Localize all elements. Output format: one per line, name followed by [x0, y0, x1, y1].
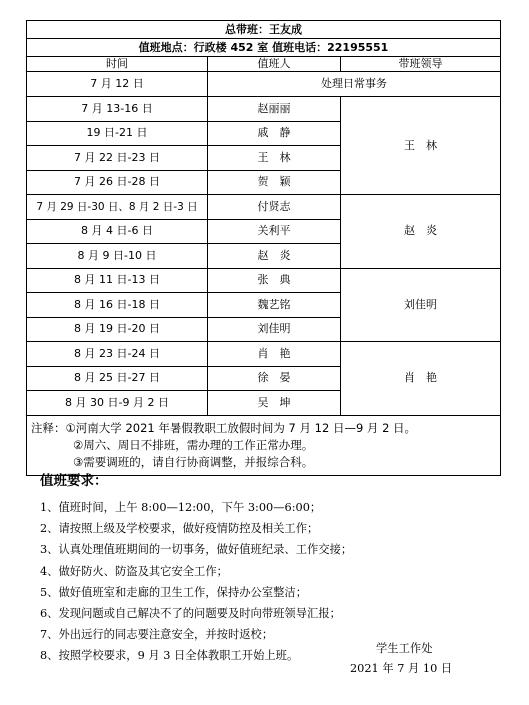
date-cell: 8 月 25 日-27 日 — [27, 366, 208, 391]
person-cell: 贺 颖 — [208, 170, 341, 195]
requirement-item: 4、做好防火、防盗及其它安全工作； — [40, 564, 228, 578]
requirement-item: 8、按照学校要求，9 月 3 日全体教职工开始上班。 — [40, 649, 299, 663]
person-cell: 王 林 — [208, 146, 341, 171]
date-cell: 8 月 4 日-6 日 — [27, 219, 208, 244]
requirement-item: 1、值班时间，上午 8:00—12:00，下午 3:00—6:00； — [40, 501, 322, 514]
header-person: 值班人 — [208, 57, 341, 72]
date-cell: 7 月 22 日-23 日 — [27, 146, 208, 171]
date-cell: 7 月 12 日 — [27, 72, 208, 97]
requirement-item: 5、做好值班室和走廊的卫生工作，保持办公室整洁； — [40, 585, 308, 599]
date-cell: 8 月 9 日-10 日 — [27, 244, 208, 269]
person-cell: 魏艺铭 — [208, 293, 341, 318]
leader-cell: 肖 艳 — [341, 342, 501, 416]
requirement-item: 7、外出远行的同志要注意安全，并按时返校； — [40, 628, 274, 642]
notes-cell — [27, 415, 501, 475]
person-cell: 赵丽丽 — [208, 97, 341, 122]
routine-task-cell: 处理日常事务 — [208, 72, 501, 97]
person-cell: 肖 艳 — [208, 342, 341, 367]
person-cell: 付贤志 — [208, 195, 341, 220]
date-cell: 8 月 23 日-24 日 — [27, 342, 208, 367]
person-cell: 吴 坤 — [208, 391, 341, 416]
date-cell: 8 月 16 日-18 日 — [27, 293, 208, 318]
person-cell: 赵 炎 — [208, 244, 341, 269]
person-cell: 刘佳明 — [208, 317, 341, 342]
note-line: ③需要调班的，请自行协商调整，并报综合科。 — [73, 454, 314, 469]
table-title: 总带班：王友成 — [27, 21, 501, 39]
person-cell: 戚 静 — [208, 121, 341, 146]
person-cell: 徐 晏 — [208, 366, 341, 391]
header-leader: 带班领导 — [341, 57, 501, 72]
date-cell: 8 月 30 日-9 月 2 日 — [27, 391, 208, 416]
signature-date: 2021 年 7 月 10 日 — [350, 662, 453, 675]
signature-org: 学生工作处 — [376, 642, 433, 655]
requirement-item: 2、请按照上级及学校要求，做好疫情防控及相关工作； — [40, 522, 319, 536]
requirement-item: 6、发现问题或自己解决不了的问题要及时向带班领导汇报； — [40, 607, 341, 621]
note-line: 注释：①河南大学 2021 年暑假教职工放假时间为 7 月 12 日—9 月 2 日。 — [31, 420, 417, 435]
leader-cell: 刘佳明 — [341, 268, 501, 342]
date-cell: 8 月 19 日-20 日 — [27, 317, 208, 342]
header-time: 时间 — [27, 57, 208, 72]
requirements-title: 值班要求： — [40, 473, 108, 489]
note-line: ②周六、周日不排班，需办理的工作正常办理。 — [73, 437, 314, 452]
signature-block — [350, 639, 480, 679]
leader-cell: 王 林 — [341, 97, 501, 195]
date-cell: 7 月 29 日-30 日、8 月 2 日-3 日 — [27, 195, 208, 220]
date-cell: 7 月 13-16 日 — [27, 97, 208, 122]
date-cell: 8 月 11 日-13 日 — [27, 268, 208, 293]
leader-cell: 赵 炎 — [341, 195, 501, 269]
person-cell: 关利平 — [208, 219, 341, 244]
requirement-item: 3、认真处理值班期间的一切事务，做好值班纪录、工作交接； — [40, 543, 353, 557]
location-phone-line: 值班地点：行政楼 452 室 值班电话：22195551 — [27, 39, 501, 57]
person-cell: 张 典 — [208, 268, 341, 293]
date-cell: 19 日-21 日 — [27, 121, 208, 146]
duty-schedule-table — [26, 20, 501, 476]
date-cell: 7 月 26 日-28 日 — [27, 170, 208, 195]
